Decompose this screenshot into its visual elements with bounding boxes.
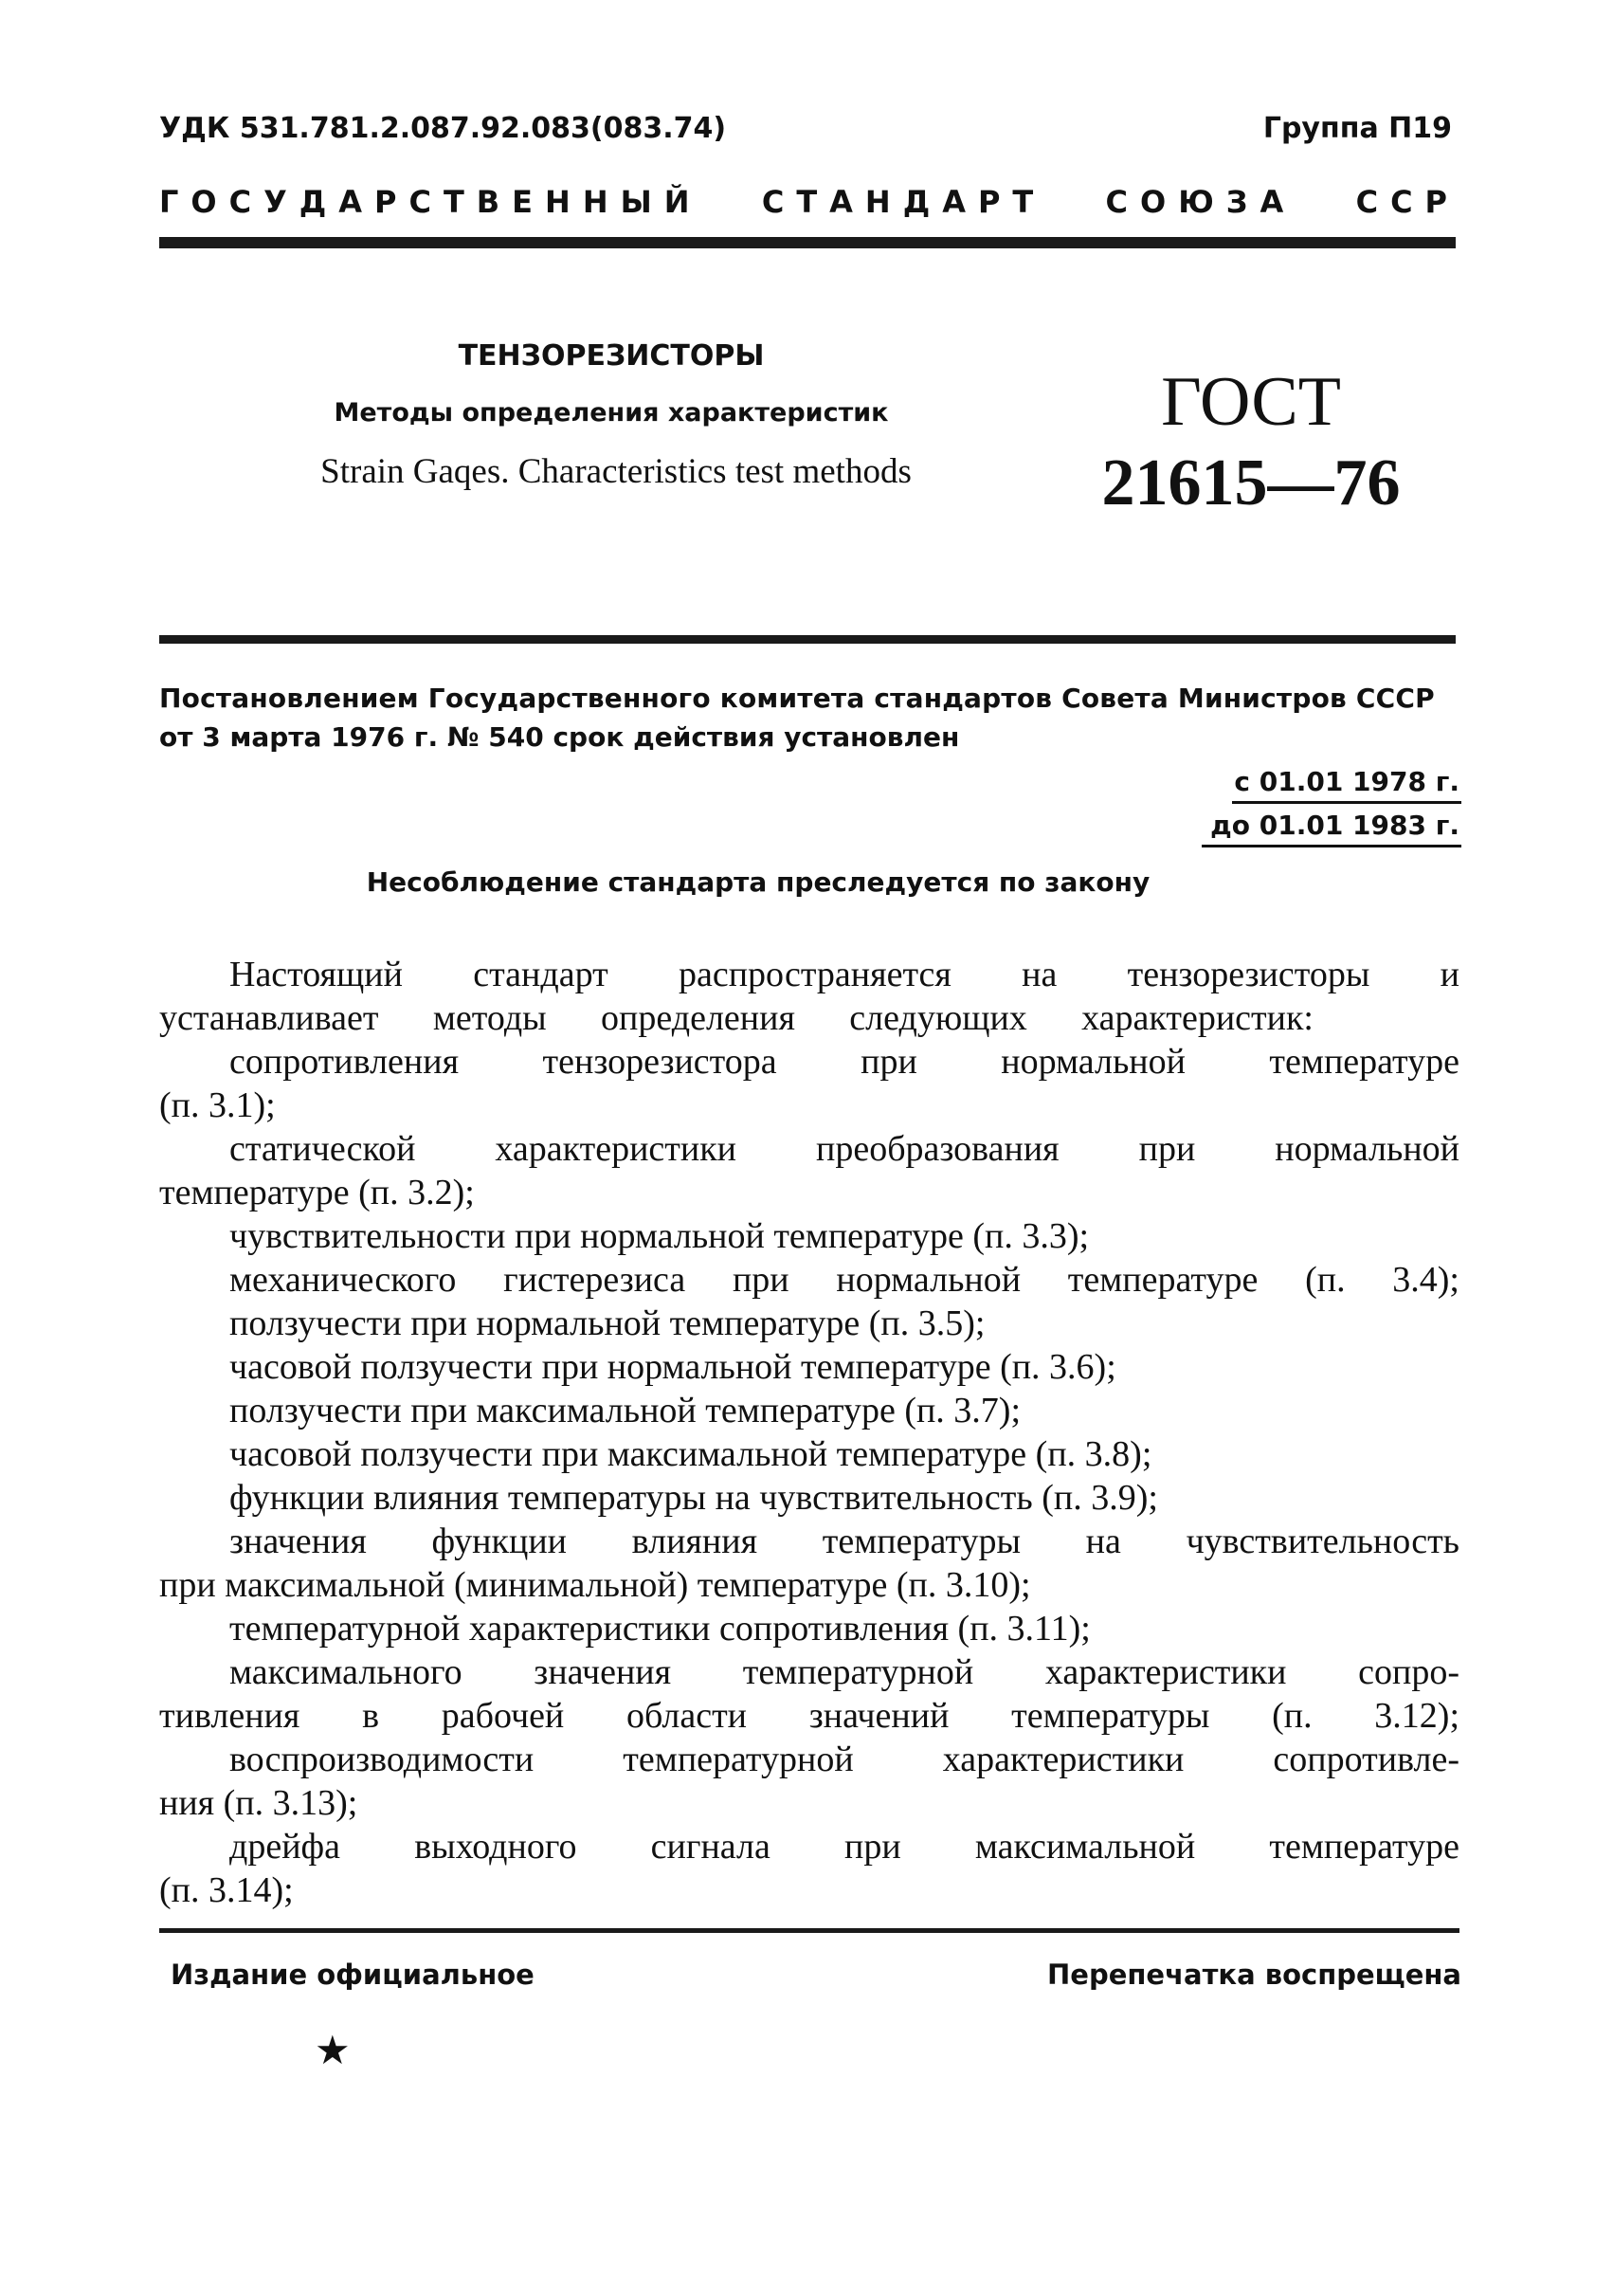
header-rule xyxy=(159,237,1456,248)
subtitle-russian: Методы определения характеристик xyxy=(334,398,889,428)
official-edition-label: Издание официальное xyxy=(171,1959,535,1991)
body-line: устанавливает методы определения следующих характеристик: xyxy=(159,998,1314,1038)
footer-rule xyxy=(159,1928,1459,1933)
body-line: чувствительности при нормальной температуре (п. 3.3); xyxy=(229,1216,1090,1256)
body-line: температуре (п. 3.2); xyxy=(159,1173,475,1212)
date-to-underline xyxy=(1202,845,1461,847)
body-line: Настоящий стандарт распространяется на тензорезисторы и xyxy=(229,955,1459,994)
body-line: температурной характеристики сопротивления (п. 3.11); xyxy=(229,1609,1091,1649)
subtitle-english: Strain Gaqes. Characteristics test methods xyxy=(320,452,912,491)
body-line: значения функции влияния температуры на чувствительность xyxy=(229,1522,1459,1561)
state-standard-word: СОЮЗА xyxy=(1105,184,1296,220)
effective-date-to: до 01.01 1983 г. xyxy=(1210,810,1459,841)
gost-label: ГОСТ xyxy=(1161,363,1341,441)
group-code: Группа П19 xyxy=(1262,112,1452,145)
body-line: воспроизводимости температурной характеристики сопротивле- xyxy=(229,1740,1459,1779)
state-standard-word: ГОСУДАРСТВЕННЫЙ xyxy=(159,184,702,220)
decree-line: Постановлением Государственного комитета стандартов Совета Министров СССР xyxy=(159,683,1435,714)
body-line: ния (п. 3.13); xyxy=(159,1783,358,1823)
body-line: максимального значения температурной характеристики сопро- xyxy=(229,1652,1459,1692)
legal-warning: Несоблюдение стандарта преследуется по закону xyxy=(366,866,1151,898)
body-line: ползучести при нормальной температуре (п. 3.5); xyxy=(229,1303,986,1343)
state-standard-heading xyxy=(159,184,1459,220)
body-line: дрейфа выходного сигнала при максимальной температуре xyxy=(229,1827,1459,1867)
body-line: тивления в рабочей области значений температуры (п. 3.12); xyxy=(159,1696,1459,1736)
body-line: (п. 3.1); xyxy=(159,1085,276,1125)
effective-date-from: с 01.01 1978 г. xyxy=(1234,766,1459,797)
body-line: статической характеристики преобразования при нормальной xyxy=(229,1129,1459,1169)
body-line: часовой ползучести при нормальной температуре (п. 3.6); xyxy=(229,1347,1116,1387)
decree-text xyxy=(159,679,1459,756)
udk-code: УДК 531.781.2.087.92.083(083.74) xyxy=(159,112,727,145)
date-from-underline xyxy=(1232,801,1461,804)
body-line: механического гистерезиса при нормальной температуре (п. 3.4); xyxy=(229,1260,1459,1300)
state-standard-word: СТАНДАРТ xyxy=(761,184,1046,220)
body-line: при максимальной (минимальной) температуре (п. 3.10); xyxy=(159,1565,1031,1605)
body-line: (п. 3.14); xyxy=(159,1870,294,1910)
document-title: ТЕНЗОРЕЗИСТОРЫ xyxy=(458,339,765,373)
body-line: сопротивления тензорезистора при нормальной температуре xyxy=(229,1042,1459,1082)
body-line: функции влияния температуры на чувствительность (п. 3.9); xyxy=(229,1478,1158,1518)
reprint-prohibited-label: Перепечатка воспрещена xyxy=(1047,1959,1461,1991)
star-icon: ★ xyxy=(315,2027,351,2073)
gost-number: 21615—76 xyxy=(1101,446,1401,519)
title-rule xyxy=(159,635,1456,644)
decree-line: от 3 марта 1976 г. № 540 срок действия установлен xyxy=(159,721,960,753)
body-line: ползучести при максимальной температуре (п. 3.7); xyxy=(229,1391,1022,1430)
state-standard-word: ССР xyxy=(1355,184,1459,220)
body-line: часовой ползучести при максимальной температуре (п. 3.8); xyxy=(229,1434,1152,1474)
